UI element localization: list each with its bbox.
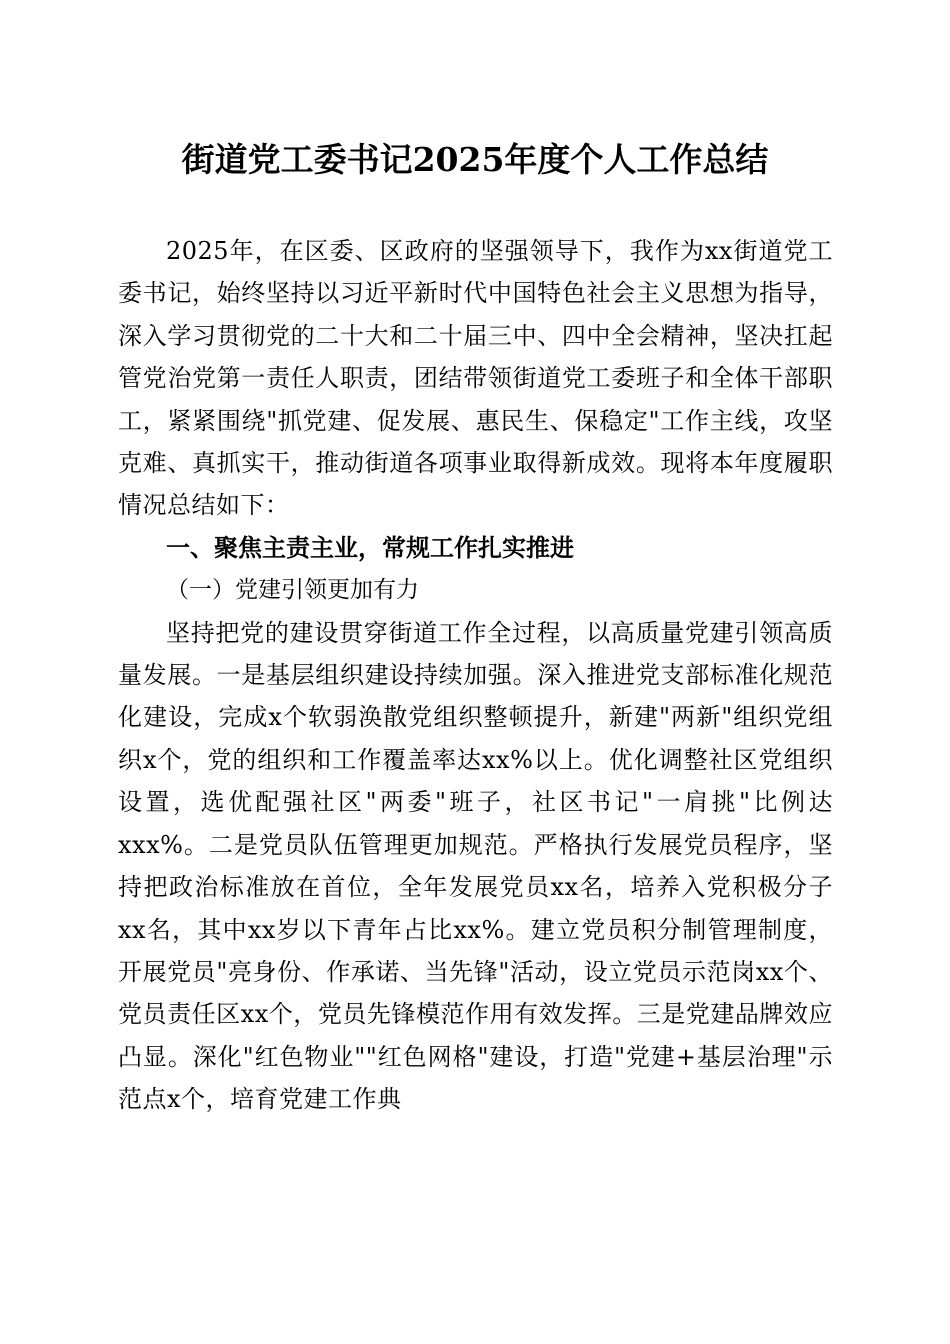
- document-title: 街道党工委书记2025年度个人工作总结: [181, 140, 769, 179]
- subsection-heading: （一）党建引领更加有力: [166, 577, 419, 604]
- document-body: [118, 230, 833, 1121]
- intro-paragraph: 2025年，在区委、区政府的坚强领导下，我作为xx街道党工委书记，始终坚持以习近平新时代中国特色社会主义思想为指导，深入学习贯彻党的二十大和二十届三中、四中全会精神，坚决扛起管党治党第一责任人职责，团结带领街道党工委班子和全体干部职工，紧紧围绕"抓党建、促发展、惠民生、保稳定"工作主线，攻坚克难、真抓实干，推动街道各项事业取得新成效。现将本年度履职情况总结如下：: [118, 237, 833, 520]
- body-paragraph: 坚持把党的建设贯穿街道工作全过程，以高质量党建引领高质量发展。一是基层组织建设持续加强。深入推进党支部标准化规范化建设，完成x个软弱涣散党组织整顿提升，新建"两新"组织党组织x个，党的组织和工作覆盖率达xx%以上。优化调整社区党组织设置，选优配强社区"两委"班子，社区书记"一肩挑"比例达xxx%。二是党员队伍管理更加规范。严格执行发展党员程序，坚持把政治标准放在首位，全年发展党员xx名，培养入党积极分子xx名，其中xx岁以下青年占比xx%。建立党员积分制管理制度，开展党员"亮身份、作承诺、当先锋"活动，设立党员示范岗xx个、党员责任区xx个，党员先锋模范作用有效发挥。三是党建品牌效应凸显。深化"红色物业""红色网格"建设，打造"党建+基层治理"示范点x个，培育党建工作典: [118, 618, 833, 1114]
- section-heading: 一、聚焦主责主业，常规工作扎实推进: [166, 533, 574, 562]
